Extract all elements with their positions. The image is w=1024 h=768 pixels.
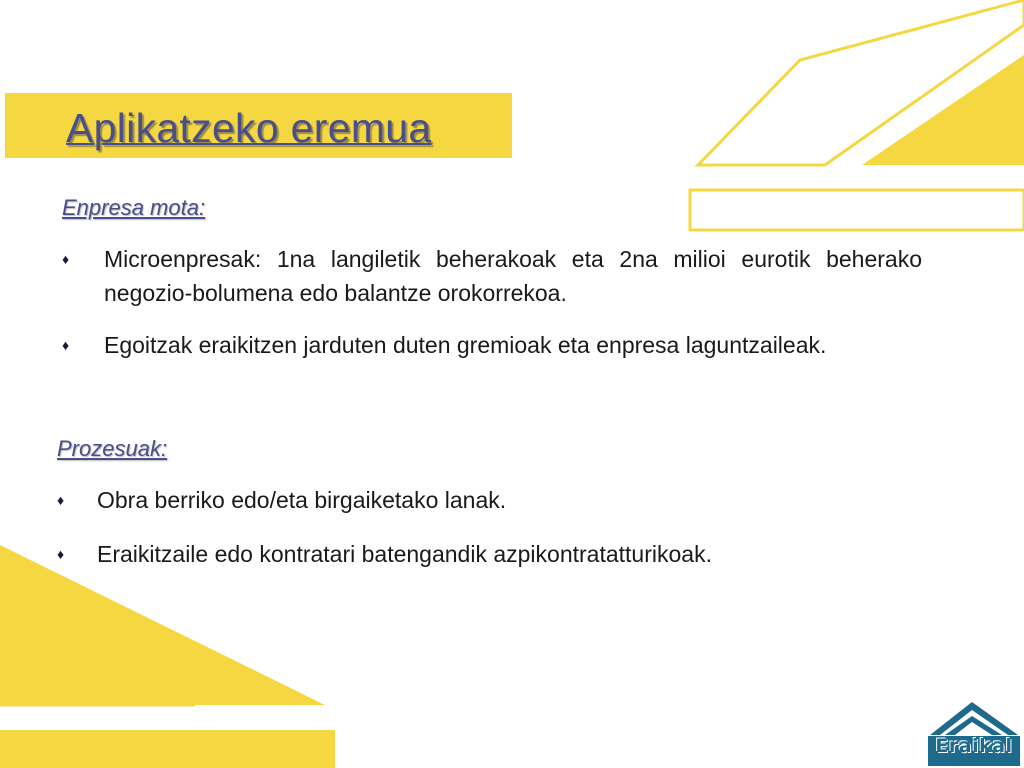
bullet-text: Microenpresak: 1na langiletik beherakoak eta 2na milioi eurotik beherako negozio-bolumena edo balantze orokorrekoa. <box>104 246 922 306</box>
page-title: Aplikatzeko eremua <box>66 105 432 151</box>
diamond-bullet-icon: ♦ <box>57 492 65 508</box>
deco-bottom-band <box>0 730 335 768</box>
section-heading-prozesuak: Prozesuak: <box>57 436 168 461</box>
list-item <box>57 483 937 517</box>
eraikal-logo: Eraikal <box>935 735 1013 757</box>
list-item <box>57 537 937 571</box>
bullet-list-enpresa <box>62 242 922 362</box>
section-heading-enpresa: Enpresa mota: <box>62 195 206 220</box>
deco-triangle-filled-top <box>862 55 1024 165</box>
bullet-text: Eraikitzaile edo kontratari batengandik azpikontratatturikoak. <box>97 541 712 567</box>
deco-outline-rect <box>690 190 1024 230</box>
bullet-text: Egoitzak eraikitzen jarduten duten gremioak eta enpresa laguntzaileak. <box>104 332 827 358</box>
bullet-text: Obra berriko edo/eta birgaiketako lanak. <box>97 487 507 513</box>
diamond-bullet-icon: ♦ <box>57 546 65 562</box>
diamond-bullet-icon: ♦ <box>62 337 70 353</box>
diamond-bullet-icon: ♦ <box>62 251 70 267</box>
list-item <box>62 328 922 362</box>
bullet-list-prozesuak <box>57 483 937 571</box>
list-item <box>62 242 922 310</box>
